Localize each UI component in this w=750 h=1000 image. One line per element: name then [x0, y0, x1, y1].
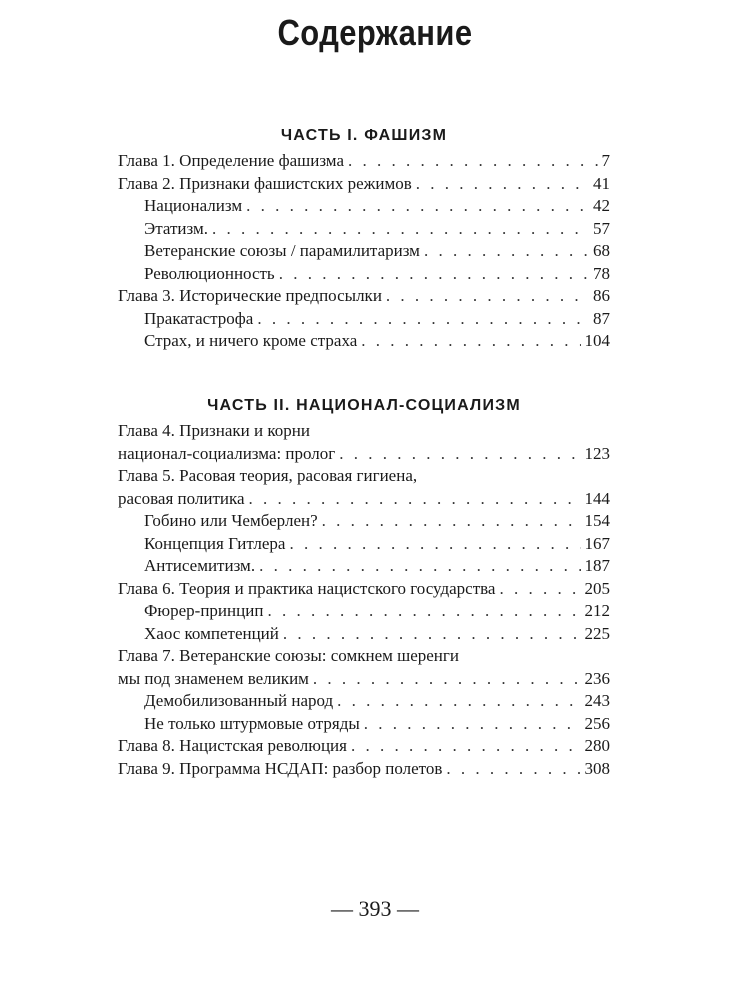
toc-entry-title: Глава 9. Программа НСДАП: разбор полетов — [118, 758, 443, 778]
toc-entry-title: Концепция Гитлера — [144, 533, 286, 553]
toc-entry — [118, 195, 610, 218]
toc-entry-page-number: 308 — [584, 758, 610, 778]
dot-leader — [259, 555, 580, 578]
toc-entry-title: Национализм — [144, 196, 243, 215]
toc-entry-page-number: 78 — [593, 263, 610, 283]
toc-entry — [118, 555, 610, 578]
dot-leader — [416, 173, 589, 196]
toc-entry — [118, 713, 610, 736]
part-1-entries — [118, 150, 610, 353]
toc-entry-page-number: 280 — [584, 736, 610, 755]
toc-entry — [118, 308, 610, 331]
toc-entry — [118, 465, 610, 510]
toc-entry-title-line: Глава 5. Расовая теория, расовая гигиена, — [118, 466, 418, 485]
toc-entry-title: Ветеранские союзы / парамилитаризм — [144, 241, 420, 260]
dot-leader — [249, 488, 581, 511]
toc-entry — [118, 330, 610, 353]
toc-entry-title: мы под знаменем великим — [118, 668, 309, 688]
toc-entry-title: Глава 6. Теория и практика нацистского государства — [118, 578, 496, 598]
dot-leader — [348, 150, 598, 173]
toc-entry-page-number: 68 — [593, 241, 610, 260]
toc-entry — [118, 645, 610, 690]
toc-entry-title-line: Глава 7. Ветеранские союзы: сомкнем шеренги — [118, 646, 459, 665]
dot-leader — [289, 533, 580, 556]
toc-entry-title: Этатизм. — [144, 218, 208, 238]
dot-leader — [446, 758, 580, 781]
dot-leader — [279, 263, 589, 286]
part-1-section — [118, 124, 610, 353]
toc-entry-page-number: 167 — [584, 533, 610, 553]
dot-leader — [351, 735, 581, 758]
toc-entry — [118, 533, 610, 556]
dot-leader — [212, 218, 589, 241]
toc-entry — [118, 758, 610, 781]
toc-entry — [118, 150, 610, 173]
toc-entry-title: Глава 8. Нацистская революция — [118, 736, 347, 755]
toc-entry-title: Глава 3. Исторические предпосылки — [118, 286, 382, 305]
toc-entry — [118, 600, 610, 623]
toc-entry-page-number: 104 — [584, 331, 610, 350]
toc-entry-title: Глава 2. Признаки фашистских режимов — [118, 173, 412, 193]
toc-entry — [118, 240, 610, 263]
dot-leader — [337, 690, 580, 713]
toc-entry-title-line: Глава 4. Признаки и корни — [118, 421, 310, 440]
part-heading: ЧАСТЬ II. НАЦИОНАЛ-СОЦИАЛИЗМ — [207, 397, 521, 414]
dot-leader — [283, 623, 581, 646]
toc-entry — [118, 578, 610, 601]
toc-entry-title: национал-социализма: пролог — [118, 443, 336, 463]
toc-entry-title: Глава 1. Определение фашизма — [118, 151, 344, 170]
toc-entry — [118, 510, 610, 533]
toc-entry-title: расовая политика — [118, 488, 245, 508]
toc-entry-page-number: 87 — [593, 308, 610, 328]
toc-entry — [118, 263, 610, 286]
page-title: Содержание — [277, 12, 473, 53]
toc-entry-page-number: 86 — [593, 286, 610, 305]
toc-entry-page-number: 144 — [584, 488, 610, 508]
toc-entry-page-number: 42 — [593, 196, 610, 215]
toc-entry-page-number: 123 — [584, 443, 610, 463]
dot-leader — [499, 578, 580, 601]
toc-entry-title: Демобилизованный народ — [144, 691, 334, 710]
toc-entry-title: Страх, и ничего кроме страха — [144, 331, 358, 350]
dot-leader — [364, 713, 581, 736]
toc-entry-title: Пракатастрофа — [144, 308, 254, 328]
dot-leader — [322, 510, 581, 533]
toc-entry-title: Гобино или Чемберлен? — [144, 511, 318, 530]
dot-leader — [313, 668, 581, 691]
toc-entry-page-number: 225 — [584, 623, 610, 643]
toc-entry-page-number: 7 — [601, 151, 610, 170]
part-2-section — [118, 394, 610, 780]
toc-entry — [118, 623, 610, 646]
toc-entry-page-number: 41 — [593, 173, 610, 193]
toc-entry-title: Антисемитизм. — [144, 556, 256, 575]
toc-entry-page-number: 243 — [584, 691, 610, 710]
dot-leader — [267, 600, 580, 623]
toc-entry-title: Не только штурмовые отряды — [144, 713, 360, 733]
toc-entry-title: Фюрер-принцип — [144, 601, 264, 620]
part-2-entries — [118, 420, 610, 780]
toc-entry-page-number: 154 — [584, 511, 610, 530]
dot-leader — [361, 330, 580, 353]
part-heading: ЧАСТЬ I. ФАШИЗМ — [280, 127, 448, 144]
toc-entry — [118, 285, 610, 308]
toc-entry — [118, 218, 610, 241]
toc-entry-page-number: 236 — [584, 668, 610, 688]
toc-entry — [118, 173, 610, 196]
toc-entry — [118, 735, 610, 758]
toc-entry-page-number: 205 — [584, 578, 610, 598]
toc-entry-title: Революционность — [144, 263, 275, 283]
toc-entry — [118, 420, 610, 465]
page-number-footer: — 393 — — [331, 896, 419, 921]
toc-entry-page-number: 256 — [584, 713, 610, 733]
dot-leader — [246, 195, 589, 218]
dot-leader — [257, 308, 589, 331]
dot-leader — [339, 443, 580, 466]
toc-entry-title: Хаос компетенций — [144, 623, 279, 643]
dot-leader — [424, 240, 589, 263]
toc-entry-page-number: 187 — [584, 556, 610, 575]
dot-leader — [386, 285, 589, 308]
toc-entry — [118, 690, 610, 713]
toc-entry-page-number: 212 — [584, 601, 610, 620]
toc-entry-page-number: 57 — [593, 218, 610, 238]
